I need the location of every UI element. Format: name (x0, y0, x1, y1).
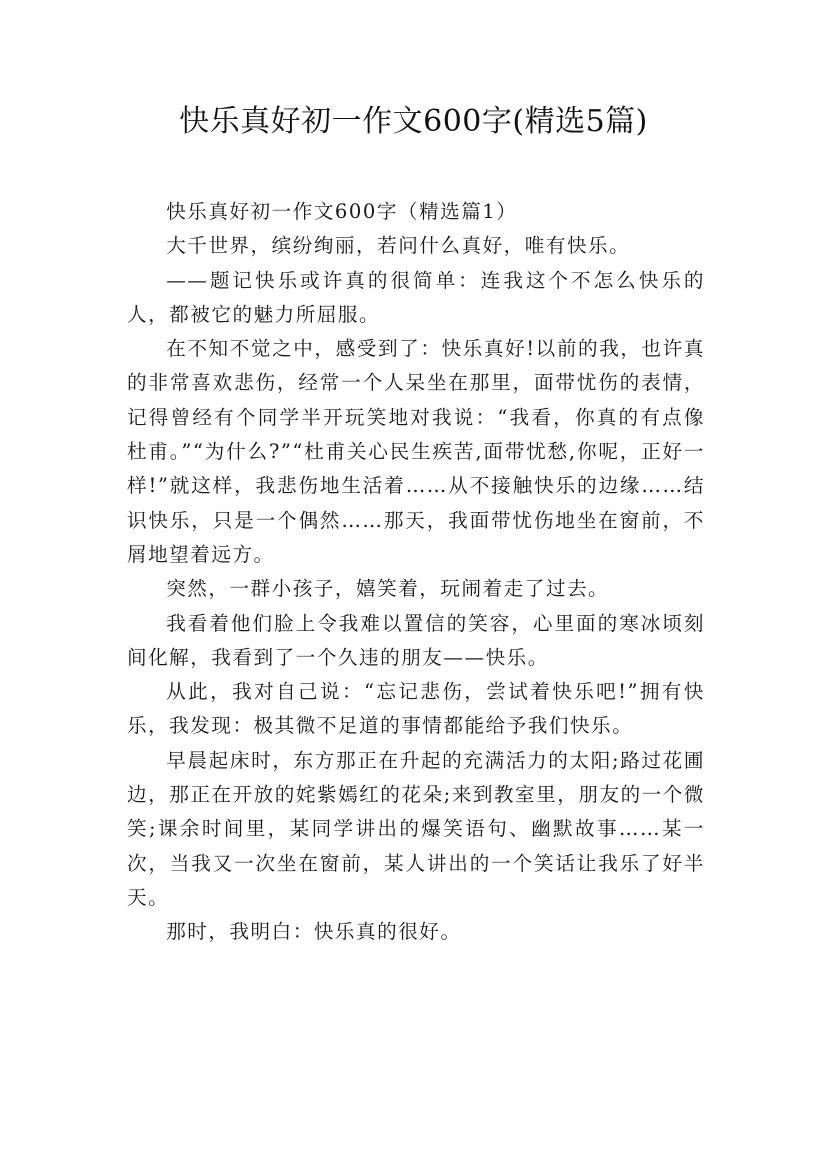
document-title: 快乐真好初一作文600字(精选5篇) (179, 104, 648, 139)
paragraph: 早晨起床时，东方那正在升起的充满活力的太阳;路过花圃边，那正在开放的姹紫嫣红的花朵;来到教室里，朋友的一个微笑;课余时间里，某同学讲出的爆笑语句、幽默故事……某一次，当我又一次坐在窗前，某人讲出的一个笑话让我乐了好半天。 (127, 748, 705, 909)
paragraph: ——题记快乐或许真的很简单：连我这个不怎么快乐的人，都被它的魅力所屈服。 (127, 268, 705, 326)
paragraph: 从此，我对自己说：“忘记悲伤，尝试着快乐吧!”拥有快乐，我发现：极其微不足道的事情都能给予我们快乐。 (127, 680, 705, 738)
paragraph: 突然，一群小孩子，嬉笑着，玩闹着走了过去。 (166, 577, 610, 601)
paragraph: 我看着他们脸上令我难以置信的笑容，心里面的寒冰顷刻间化解，我看到了一个久违的朋友——快乐。 (127, 611, 705, 669)
paragraph: 在不知不觉之中，感受到了：快乐真好!以前的我，也许真的非常喜欢悲伤，经常一个人呆坐在那里，面带忧伤的表情，记得曾经有个同学半开玩笑地对我说：“我看，你真的有点像杜甫。”“为什么?”“杜甫关心民生疾苦,面带忧愁,你呢，正好一样!”就这样，我悲伤地生活着……从不接触快乐的边缘……结识快乐，只是一个偶然……那天，我面带忧伤地坐在窗前，不屑地望着远方。 (127, 337, 705, 566)
document-body (127, 195, 705, 950)
paragraph: 那时，我明白：快乐真的很好。 (166, 920, 462, 944)
section-heading: 快乐真好初一作文600字（精选篇1） (166, 200, 518, 223)
paragraph: 大千世界，缤纷绚丽，若问什么真好，唯有快乐。 (166, 234, 631, 258)
